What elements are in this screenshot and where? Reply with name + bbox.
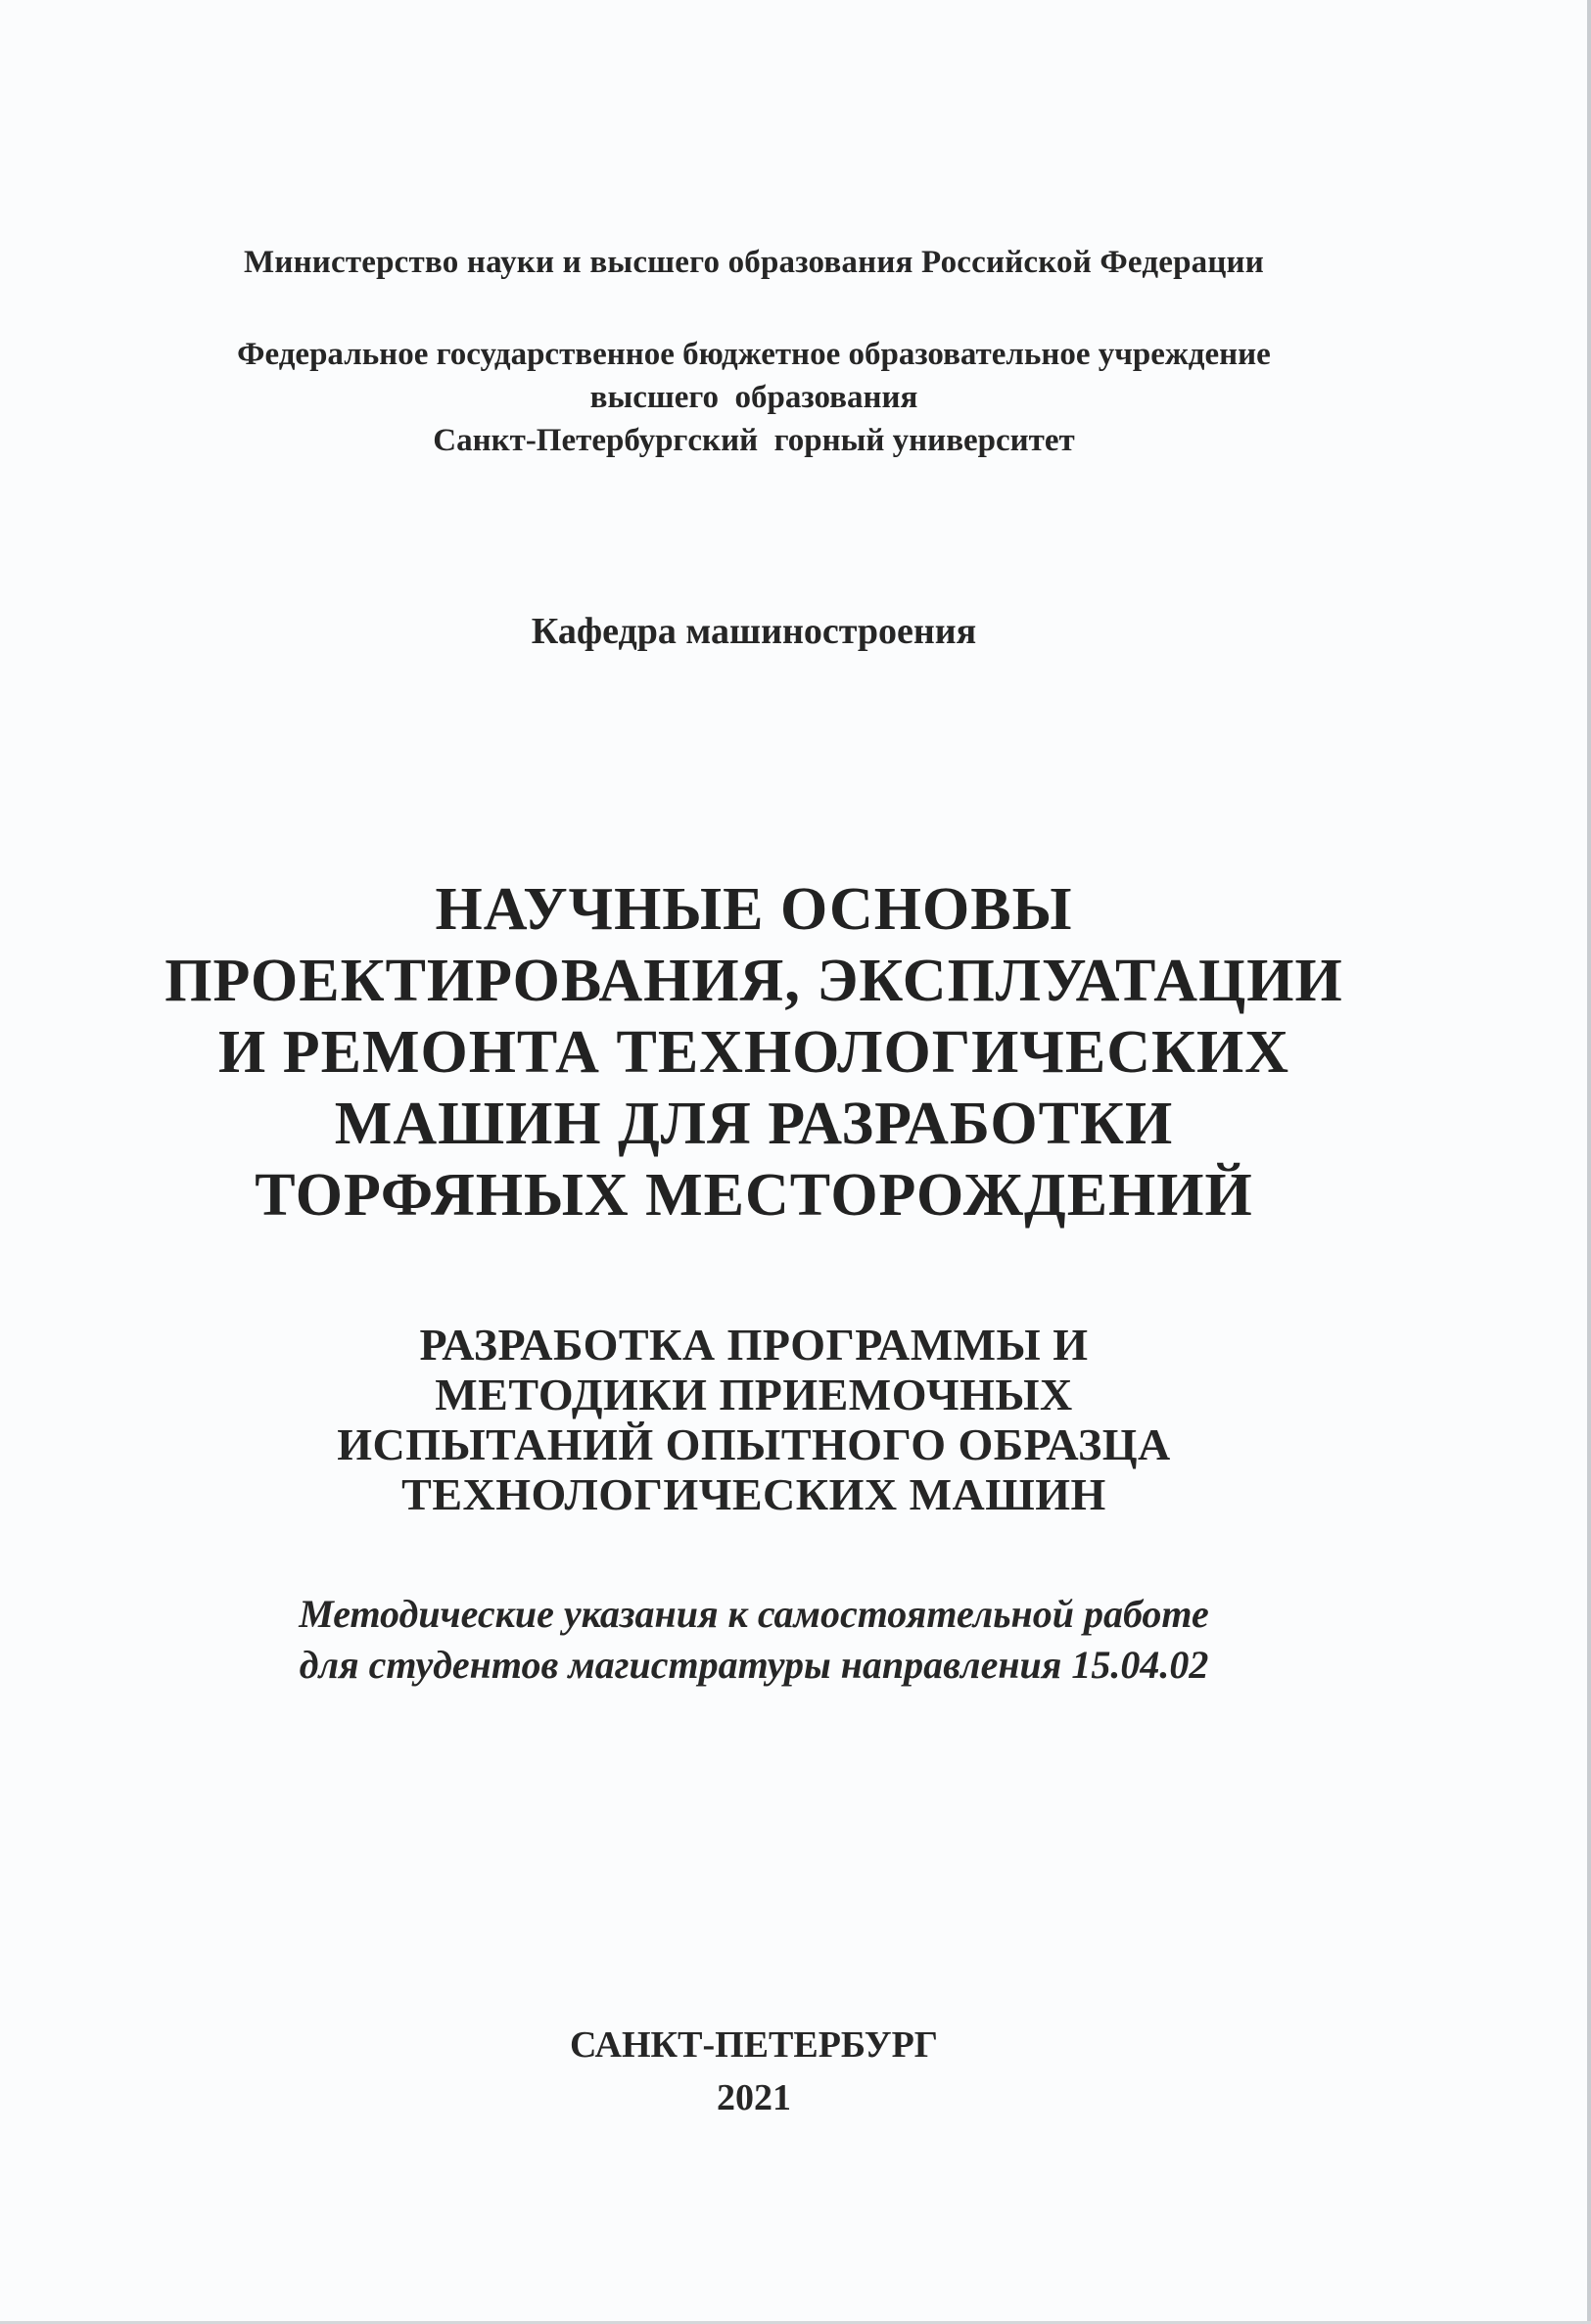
ministry-text: Министерство науки и высшего образования Российской Федерации xyxy=(244,245,1264,280)
document-subtitle xyxy=(0,1320,1508,1519)
institution-heading xyxy=(0,333,1508,462)
document-note xyxy=(0,1589,1508,1691)
title-line-3: И РЕМОНТА ТЕХНОЛОГИЧЕСКИХ xyxy=(218,1019,1289,1086)
page-edge-right xyxy=(1587,0,1591,2324)
subtitle-line-3: ИСПЫТАНИЙ ОПЫТНОГО ОБРАЗЦА xyxy=(337,1419,1171,1469)
institution-line-3: Санкт-Петербургский горный университет xyxy=(433,423,1075,458)
year-text: 2021 xyxy=(717,2077,791,2118)
department-heading xyxy=(0,610,1508,653)
publication-place xyxy=(0,2019,1508,2124)
institution-line-1: Федеральное государственное бюджетное образовательное учреждение xyxy=(237,337,1271,372)
department-text: Кафедра машиностроения xyxy=(531,611,977,652)
subtitle-line-1: РАЗРАБОТКА ПРОГРАММЫ И xyxy=(419,1320,1089,1370)
city-text: САНКТ-ПЕТЕРБУРГ xyxy=(570,2024,938,2066)
title-line-4: МАШИН ДЛЯ РАЗРАБОТКИ xyxy=(334,1091,1174,1157)
note-line-1: Методические указания к самостоятельной работе xyxy=(299,1592,1209,1636)
title-line-1: НАУЧНЫЕ ОСНОВЫ xyxy=(435,876,1073,943)
title-line-5: ТОРФЯНЫХ МЕСТОРОЖДЕНИЙ xyxy=(255,1162,1253,1229)
subtitle-line-4: ТЕХНОЛОГИЧЕСКИХ МАШИН xyxy=(401,1469,1106,1519)
title-line-2: ПРОЕКТИРОВАНИЯ, ЭКСПЛУАТАЦИИ xyxy=(164,948,1343,1014)
ministry-heading xyxy=(0,245,1508,281)
document-title xyxy=(0,874,1508,1232)
subtitle-line-2: МЕТОДИКИ ПРИЕМОЧНЫХ xyxy=(435,1370,1073,1419)
note-line-2: для студентов магистратуры направления 15.04.02 xyxy=(299,1643,1209,1687)
institution-line-2: высшего образования xyxy=(589,380,918,415)
